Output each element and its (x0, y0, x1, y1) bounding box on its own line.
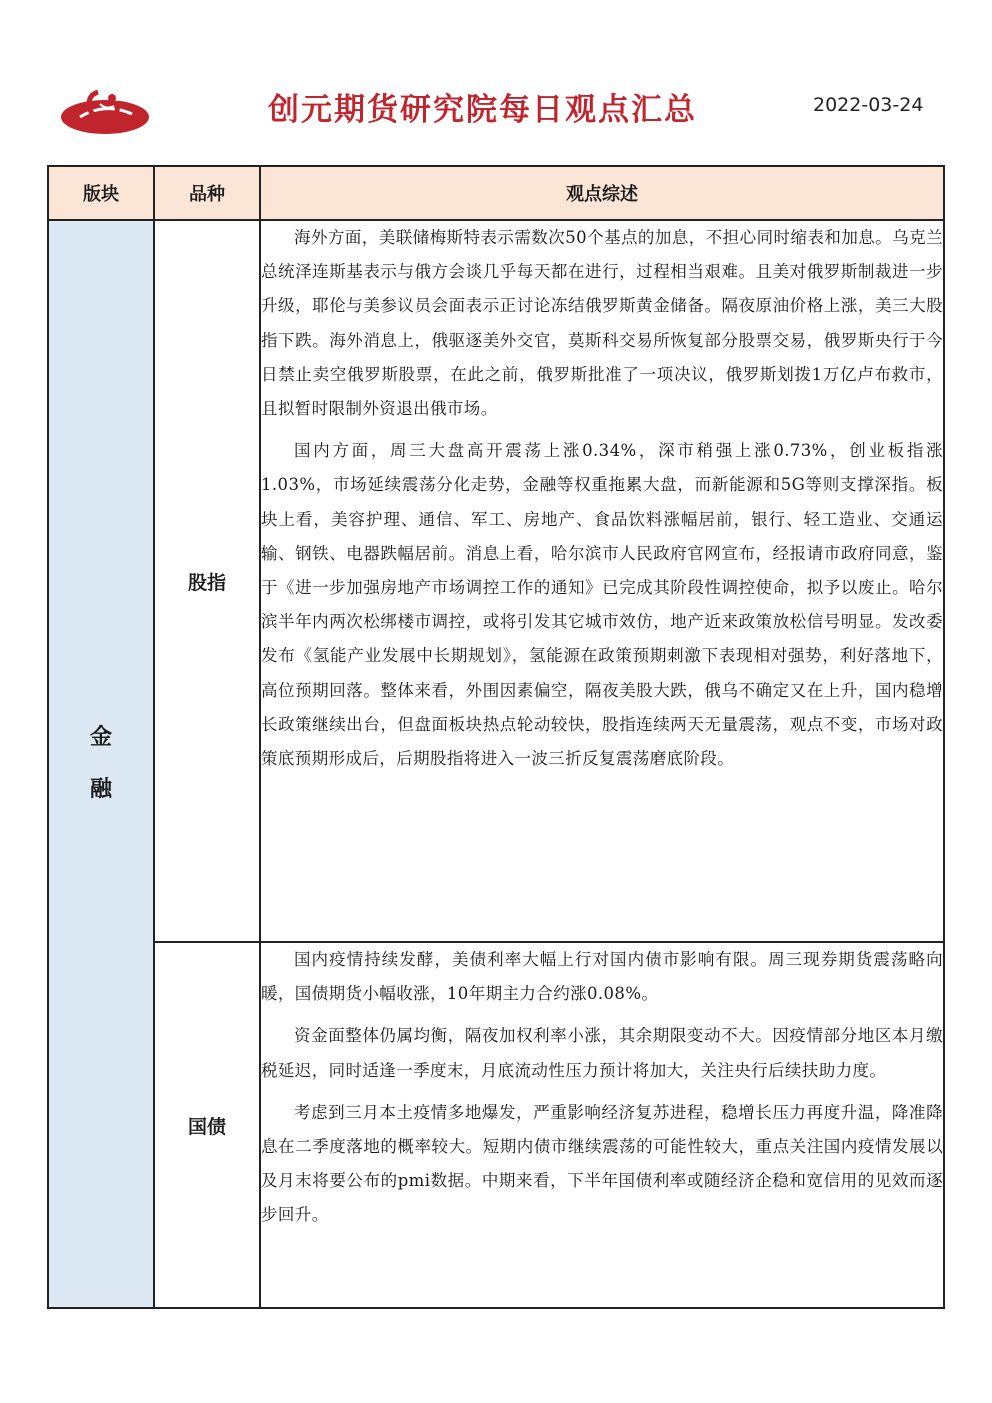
column-header-sector: 版块 (48, 166, 154, 220)
paragraph: 考虑到三月本土疫情多地爆发，严重影响经济复苏进程，稳增长压力再度升温，降准降息在二季度落地的概率较大。短期内债市继续震荡的可能性较大，重点关注国内疫情发展以及月末将要公布的pmi数据。中期来看，下半年国债利率或随经济企稳和宽信用的见效而逐步回升。 (261, 1102, 943, 1225)
sector-label-line2: 融 (89, 777, 112, 802)
viewpoint-table (47, 165, 945, 1309)
company-logo (60, 84, 150, 136)
paragraph: 资金面整体仍属均衡，隔夜加权利率小涨，其余期限变动不大。因疫情部分地区本月缴税延迟，同时适逢一季度末，月底流动性压力预计将加大，关注央行后续扶助力度。 (261, 1026, 943, 1080)
variety-treasury-bond: 国债 (154, 942, 260, 1308)
paragraph: 国内方面，周三大盘高开震荡上涨0.34%，深市稍强上涨0.73%，创业板指涨1.03%，市场延续震荡分化走势，金融等权重拖累大盘，而新能源和5G等则支撑深指。板块上看，美容护理、通信、军工、房地产、食品饮料涨幅居前，银行、轻工造业、交通运输、钢铁、电器跌幅居前。消息上看，哈尔滨市人民政府官网宣布，经报请市政府同意，鉴于《进一步加强房地产市场调控工作的通知》已完成其阶段性调控使命，拟予以废止。哈尔滨半年内两次松绑楼市调控，或将引发其它城市效仿，地产近来政策放松信号明显。发改委发布《氢能产业发展中长期规划》，氢能源在政策预期刺激下表现相对强势，利好落地下，高位预期回落。整体来看，外围因素偏空，隔夜美股大跌，俄乌不确定又在上升，国内稳增长政策继续出台，但盘面板块热点轮动较快，股指连续两天无量震荡，观点不变，市场对政策底预期形成后，后期股指将进入一波三折反复震荡磨底阶段。 (261, 441, 943, 769)
summary-stock-index (260, 220, 944, 942)
table-header-row (48, 166, 944, 220)
page-title: 创元期货研究院每日观点汇总 (268, 92, 697, 128)
column-header-summary: 观点综述 (260, 166, 944, 220)
paragraph: 国内疫情持续发酵，美债利率大幅上行对国内债市影响有限。周三现券期货震荡略向暖，国债期货小幅收涨，10年期主力合约涨0.08%。 (261, 950, 943, 1004)
column-header-variety: 品种 (154, 166, 260, 220)
table-row (48, 942, 944, 1308)
table-row (48, 220, 944, 942)
summary-treasury-bond (260, 942, 944, 1308)
sector-cell (48, 220, 154, 1308)
report-date: 2022-03-24 (813, 94, 924, 116)
variety-stock-index: 股指 (154, 220, 260, 942)
paragraph: 海外方面，美联储梅斯特表示需数次50个基点的加息，不担心同时缩表和加息。乌克兰总统泽连斯基表示与俄方会谈几乎每天都在进行，过程相当艰难。且美对俄罗斯制裁进一步升级，耶伦与美参议员会面表示正讨论冻结俄罗斯黄金储备。隔夜原油价格上涨，美三大股指下跌。海外消息上，俄驱逐美外交官，莫斯科交易所恢复部分股票交易，俄罗斯央行于今日禁止卖空俄罗斯股票，在此之前，俄罗斯批准了一项决议，俄罗斯划拨1万亿卢布救市，且拟暂时限制外资退出俄市场。 (261, 228, 943, 419)
sector-label-line1: 金 (89, 725, 112, 750)
